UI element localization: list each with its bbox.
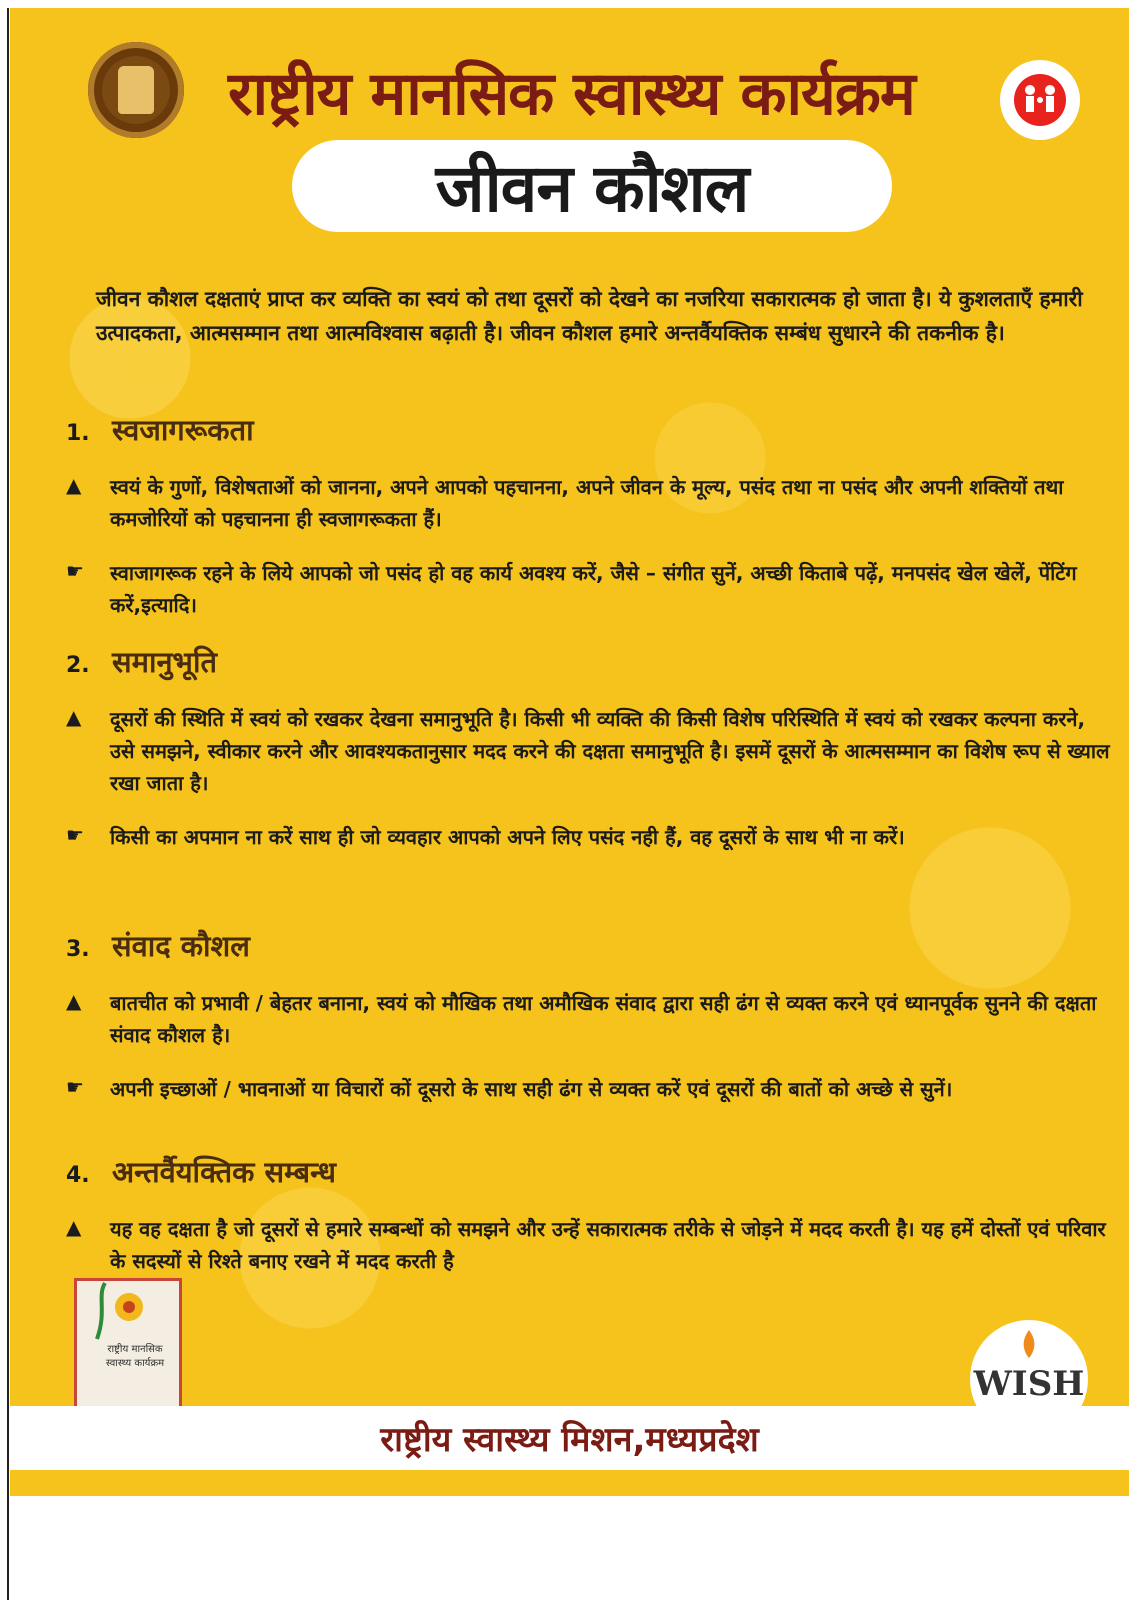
section-title: समानुभूति	[112, 645, 217, 679]
footer-band	[10, 1406, 1129, 1470]
wish-logo-text: WISH	[973, 1364, 1085, 1404]
mhp-logo-text: राष्ट्रीय मानसिक स्वास्थ्य कार्यक्रम	[105, 1344, 165, 1369]
bullet-text: दूसरों की स्थिति में स्वयं को रखकर देखना समानुभूति है। किसी भी व्यक्ति की किसी विशेष परिस्थिति में स्वयं को रखकर कल्पना करने, उसे समझने, स्वीकार करने और आवश्यकतानुसार मदद करने की दक्षता समानुभूति है। इसमें दूसरों के आत्मसम्मान का विशेष रूप से ख्याल रखा जाता है।	[110, 707, 1110, 795]
list-item	[66, 703, 1116, 799]
bullet-text: स्वयं के गुणों, विशेषताओं को जानना, अपने आपको पहचानना, अपने जीवन के मूल्य, पसंद तथा ना पसंद और अपनी शक्तियों तथा कमजोरियों को पहचानना ही स्वजागरूकता हैं।	[110, 475, 1064, 531]
section-heading	[66, 642, 1116, 681]
section-interpersonal	[66, 1152, 1116, 1277]
pointing-hand-icon: ☛	[66, 1075, 84, 1099]
footer-text: राष्ट्रीय स्वास्थ्य मिशन,मध्यप्रदेश	[380, 1420, 759, 1460]
pointing-hand-icon: ☛	[66, 559, 84, 583]
bullet-text: किसी का अपमान ना करें साथ ही जो व्यवहार आपको अपने लिए पसंद नही हैं, वह दूसरों के साथ भी ना करें।	[110, 825, 905, 849]
bullet-text: यह वह दक्षता है जो दूसरों से हमारे सम्बन्धों को समझने और उन्हें सकारात्मक तरीके से जोड़ने में मदद करती है। यह हमें दोस्तों एवं परिवार के सदस्यों से रिश्ते बनाए रखने में मदद करती है	[110, 1217, 1106, 1273]
list-item	[66, 557, 1116, 621]
page-edge-rule	[7, 8, 9, 1600]
section-number: 1.	[66, 421, 90, 446]
list-item	[66, 821, 1116, 853]
bullet-text: स्वाजागरूक रहने के लिये आपको जो पसंद हो वह कार्य अवश्य करें, जैसे – संगीत सुनें, अच्छी किताबे पढ़ें, मनपसंद खेल खेलें, पेंटिंग करें,इत्यादि।	[110, 561, 1077, 617]
triangle-bullet-icon: ▲	[66, 989, 82, 1013]
emblem-lion-capital	[118, 66, 154, 114]
section-title: अन्तर्वैयक्तिक सम्बन्ध	[112, 1155, 336, 1189]
page-title: राष्ट्रीय मानसिक स्वास्थ्य कार्यक्रम	[228, 59, 915, 129]
nhm-logo-icon	[970, 48, 1100, 148]
state-emblem-icon	[88, 42, 184, 138]
subtitle: जीवन कौशल	[435, 150, 749, 227]
section-communication	[66, 926, 1116, 1105]
list-item	[66, 1213, 1116, 1277]
flower-icon	[77, 1281, 179, 1341]
section-heading	[66, 1152, 1116, 1191]
section-self-awareness	[66, 410, 1116, 621]
section-number: 3.	[66, 937, 90, 962]
section-empathy	[66, 642, 1116, 853]
list-item	[66, 987, 1116, 1051]
triangle-bullet-icon: ▲	[66, 1215, 82, 1239]
list-item	[66, 1073, 1116, 1105]
list-item	[66, 471, 1116, 535]
section-heading	[66, 926, 1116, 965]
section-heading	[66, 410, 1116, 449]
section-number: 4.	[66, 1163, 90, 1188]
section-title: संवाद कौशल	[112, 929, 250, 963]
triangle-bullet-icon: ▲	[66, 473, 82, 497]
intro-paragraph: जीवन कौशल दक्षताएं प्राप्त कर व्यक्ति का स्वयं को तथा दूसरों को देखने का नजरिया सकारात्मक हो जाता है। ये कुशलताएँ हमारी उत्पादकता, आत्मसम्मान तथा आत्मविश्वास बढ़ाती है। जीवन कौशल हमारे अन्तर्वैयक्तिक सम्बंध सुधारने की तकनीक है।	[96, 287, 1083, 345]
bullet-text: बातचीत को प्रभावी / बेहतर बनाना, स्वयं को मौखिक तथा अमौखिक संवाद द्वारा सही ढंग से व्यक्त करने एवं ध्यानपूर्वक सुनने की दक्षता संवाद कौशल है।	[110, 991, 1097, 1047]
section-title: स्वजागरूकता	[112, 413, 254, 447]
section-number: 2.	[66, 653, 90, 678]
mental-health-programme-logo	[74, 1278, 182, 1412]
bullet-text: अपनी इच्छाओं / भावनाओं या विचारों कों दूसरो के साथ सही ढंग से व्यक्त करें एवं दूसरों की बातों को अच्छे से सुनें।	[110, 1077, 953, 1101]
triangle-bullet-icon: ▲	[66, 705, 82, 729]
flame-icon	[970, 1320, 1088, 1364]
subtitle-pill	[292, 140, 892, 232]
pointing-hand-icon: ☛	[66, 823, 84, 847]
